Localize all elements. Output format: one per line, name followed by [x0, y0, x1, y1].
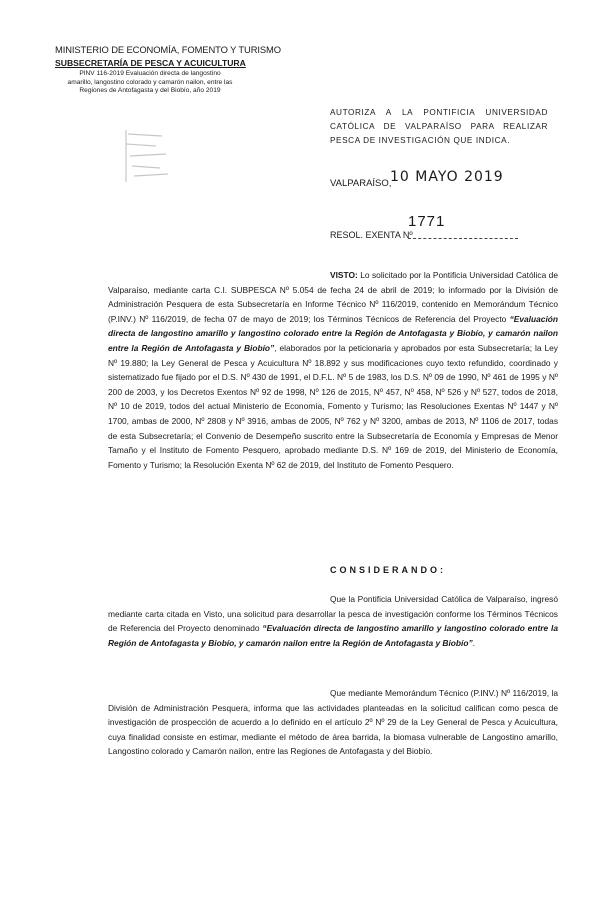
stamp-marks	[126, 130, 168, 182]
reference-line: PINV 116-2019 Evaluación directa de langostino	[79, 70, 221, 77]
letterhead	[55, 44, 285, 96]
ministry-name: MINISTERIO DE ECONOMÍA, FOMENTO Y TURISMO	[55, 44, 281, 55]
reference-line: Regiones de Antofagasta y del Biobío, año 2019	[79, 87, 221, 95]
date-stamp: 10 MAYO 2019	[390, 169, 504, 185]
visto-paragraph	[108, 268, 558, 472]
visto-project-title: “Evaluación directa de langostino amarillo y langostino colorado entre la Región de Antofagasta y Biobío, y camarón nailon entre la Región de Antofagasta y Biobío”	[108, 313, 558, 353]
considerando-heading: CONSIDERANDO:	[330, 565, 447, 575]
office-stamp	[122, 126, 180, 186]
considerando-1-text-b: .	[472, 637, 475, 648]
resolution-underline	[408, 238, 518, 239]
visto-label: VISTO:	[330, 270, 358, 280]
visto-text-b: , elaborados por la peticionaria y aprobados por esta Subsecretaría; la Ley Nº 19.880; la Ley General de Pesca y Acuicultura Nº 18.892 y sus modificaciones cuyo texto refundido, coordinado y sistematizado fue fijado por el D.S. Nº 430 de 1991, el D.F.L. Nº 5 de 1983, los D.S. Nº 09 de 1990, Nº 461 de 1995 y Nº 200 de 2003, y los Decretos Exentos Nº 92 de 1998, Nº 126 de 2015, Nº 457, Nº 458, Nº 526 y Nº 527, todos de 2018, Nº 10 de 2019, todos del actual Ministerio de Economía, Fomento y Turismo; las Resoluciones Exentas Nº 1447 y Nº 1700, ambas de 2000, Nº 2808 y Nº 3916, ambas de 2005, Nº 762 y Nº 3200, ambas de 2013, Nº 1106 de 2017, todas de esta Subsecretaría; el Convenio de Desempeño suscrito entre la Subsecretaría de Economía y Empresas de Menor Tamaño y el Instituto de Fomento Pesquero, aprobado mediante D.S. Nº 169 de 2019, del Ministerio de Economía, Fomento y Turismo; la Resolución Exenta Nº 62 de 2019, del Instituto de Fomento Pesquero.	[108, 342, 558, 470]
place-label: VALPARAÍSO,	[330, 178, 392, 189]
resolution-label: RESOL. EXENTA Nº	[330, 230, 413, 240]
resolution-title: AUTORIZA A LA PONTIFICIA UNIVERSIDAD CATÓLICA DE VALPARAÍSO PARA REALIZAR PESCA DE INVESTIGACIÓN QUE INDICA.	[330, 108, 548, 145]
considerando-1-text-a: Que la Pontificia Universidad Católica de Valparaíso, ingresó mediante carta citada en Visto, una solicitud para desarrollar la pesca de investigación conforme los Términos Técnicos de Referencia del Proyecto denominado	[108, 594, 558, 634]
considerando-1-project-title: “Evaluación directa de langostino amarillo y langostino colorado entre la Región de Antofagasta y Biobío, y camarón nailon entre la Región de Antofagasta y Biobío”	[108, 623, 558, 648]
subsecretaria-name: SUBSECRETARÍA DE PESCA Y ACUICULTURA	[55, 58, 246, 68]
considerando-paragraph-1	[108, 592, 558, 650]
visto-text-a: Lo solicitado por la Pontificia Universidad Católica de Valparaíso, mediante carta C.I. SUBPESCA Nº 5.054 de fecha 24 de abril de 2019; lo informado por la División de Administración Pesquera de esta Subsecretaría en Informe Técnico Nº 116/2019, contenido en Memorándum Técnico (P.INV.) Nº 116/2019, de fecha 07 de mayo de 2019; los Términos Técnicos de Referencia del Proyecto	[108, 270, 558, 324]
reference-note	[55, 70, 245, 96]
reference-line: amarillo, langostino colorado y camarón nailon, entre las	[67, 78, 233, 86]
considerando-paragraph-2: Que mediante Memorándum Técnico (P.INV.) Nº 116/2019, la División de Administración Pesquera, informa que las actividades planteadas en la solicitud califican como pesca de investigación de prospección de acuerdo a lo definido en el artículo 2º Nº 29 de la Ley General de Pesca y Acuicultura, cuya finalidad consiste en estimar, mediante el método de área barrida, la biomasa vulnerable de Langostino amarillo, Langostino colorado y Camarón nailon, entre las Regiones de Antofagasta y del Biobío.	[108, 688, 558, 757]
resolution-number: 1771	[408, 213, 446, 230]
